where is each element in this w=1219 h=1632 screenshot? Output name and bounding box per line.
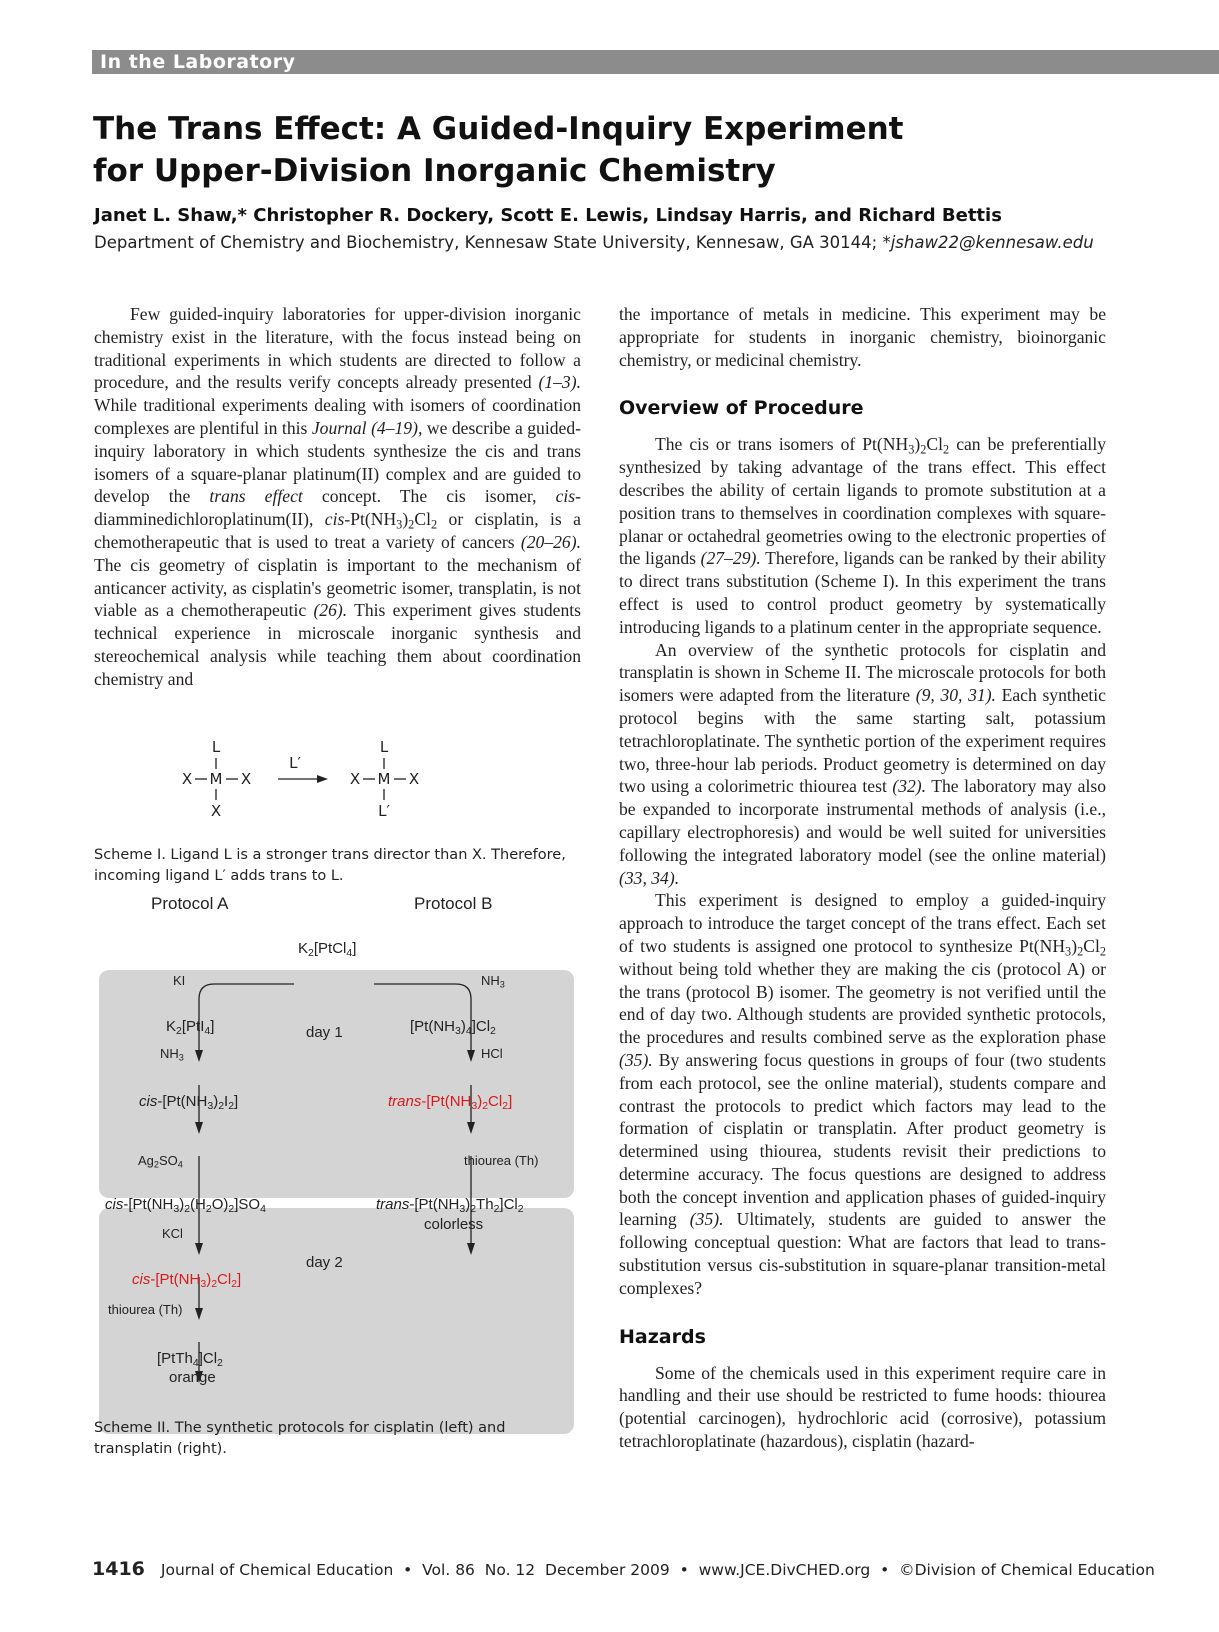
- svg-text:L: L: [379, 738, 389, 756]
- affiliation-text: Department of Chemistry and Biochemistry, Kennesaw State University, Kennesaw, GA 30144; *: [94, 233, 891, 252]
- citation[interactable]: (33, 34).: [619, 867, 680, 888]
- starting-salt: $K_2[PtCl_4]$: [298, 940, 357, 960]
- section-header-bar: [92, 50, 1219, 74]
- tetraammine-chloride: $[Pt(NH_3)_4]Cl_2$: [410, 1018, 496, 1038]
- metal-M: M: [209, 770, 223, 788]
- citation[interactable]: (20–26).: [520, 531, 581, 552]
- scheme-2-caption: Scheme II. The synthetic protocols for cisplatin (left) and transplatin (right).: [94, 1420, 506, 1457]
- affiliation: [94, 233, 1094, 252]
- reagent-NH3-a: $NH_3$: [160, 1046, 184, 1063]
- cis-diaqua-complex: cis-$[Pt(NH_3)_2(H_2O)_2]SO_4$: [105, 1196, 266, 1216]
- protocol-a-heading: Protocol A: [151, 894, 229, 913]
- protocol-b-heading: Protocol B: [414, 894, 493, 913]
- svg-text:X: X: [349, 770, 361, 788]
- reagent-thiourea-a: thiourea (Th): [108, 1302, 183, 1317]
- reaction-arrow: [317, 775, 328, 783]
- citation[interactable]: (1–3).: [538, 372, 581, 393]
- day1-label: day 1: [306, 1024, 343, 1041]
- reagent-thiourea-b: thiourea (Th): [464, 1153, 539, 1168]
- cis-diiodo-complex: cis-$[Pt(NH_3)_2I_2]$: [139, 1093, 239, 1113]
- citation[interactable]: (27–29).: [700, 548, 761, 569]
- trans-thiourea-complex: trans-$[Pt(NH_3)_2Th_2]Cl_2$: [376, 1196, 524, 1216]
- reagent-Ag2SO4: $Ag_2SO_4$: [138, 1153, 183, 1170]
- article-title: [93, 108, 993, 192]
- reagent-KI: KI: [173, 973, 186, 988]
- day2-panel: [99, 1208, 574, 1434]
- journal-info: Journal of Chemical Education • Vol. 86 No. 12 December 2009 • www.JCE.DivCHED.org • ©Division of Chemical Education: [160, 1561, 1155, 1579]
- heading-hazards: Hazards: [619, 1325, 706, 1348]
- journal-ref: Journal: [311, 417, 367, 438]
- scheme-2-diagram: [94, 894, 584, 1448]
- citation[interactable]: (9, 30, 31).: [915, 685, 996, 706]
- column-right: [619, 303, 1106, 1453]
- page-footer: [92, 1558, 1155, 1580]
- reagent-NH3-b: $NH_3$: [481, 973, 505, 990]
- title-line-2: for Upper-Division Inorganic Chemistry: [93, 153, 776, 189]
- ligand-L-top: L: [211, 738, 221, 756]
- author-list: Janet L. Shaw,* Christopher R. Dockery, Scott E. Lewis, Lindsay Harris, and Richard Bettis: [94, 205, 1002, 226]
- intro-paragraph: Few guided-inquiry laboratories for upper-division inorganic chemistry exist in the literature, with the focus instead being on traditional experiments in which students are directed to follow a procedure, and the results verify concepts already presented (1–3). While traditional experiments dealing with isomers of coordination complexes are plentiful in this Journal (4–19), we describe a guided-inquiry laboratory in which students synthesize the cis and trans isomers of a square-planar platinum(II) complex and are guided to develop the trans effect concept. The cis isomer, cis-diamminedichloroplatinum(II), cis-$Pt(NH_3)_2Cl_2$ or cisplatin, is a chemotherapeutic that is used to treat a variety of cancers (20–26). The cis geometry of cisplatin is important to the mechanism of anticancer activity, as cisplatin's geometric isomer, transplatin, is not viable as a chemotherapeutic (26). This experiment gives students technical experience in microscale inorganic synthesis and stereochemical analysis while teaching them about coordination chemistry and: [94, 304, 581, 689]
- citation[interactable]: (4–19),: [371, 417, 423, 438]
- day2-label: day 2: [306, 1254, 343, 1271]
- citation[interactable]: (32).: [892, 776, 927, 797]
- PtTh4Cl2-product: $[PtTh_4]Cl_2$: [157, 1350, 223, 1370]
- colorless-result: colorless: [424, 1216, 484, 1233]
- svg-text:M: M: [377, 770, 391, 788]
- author-email[interactable]: jshaw22@kennesaw.edu: [890, 233, 1094, 252]
- overview-paragraph-3: This experiment is designed to employ a guided-inquiry approach to introduce the target concept of the trans effect. Each set of two students is assigned one protocol to synthesize $Pt(NH_3)_2Cl_2$ without being told whether they are making the cis (protocol A) or the trans (protocol B) isomer. The geometry is not verified until the end of day two. Although students are provided synthetic protocols, the procedures and results combined serve as the exploration phase (35). By answering focus questions in groups of four (two students from each protocol, see the online material), students compare and contrast the protocols to predict which factors may lead to the formation of cisplatin or transplatin. After product geometry is determined using thiourea, students revisit their predictions to determine accuracy. The focus questions are designed to address both the concept invention and application phases of guided-inquiry learning (35). Ultimately, students are guided to answer the following conceptual question: What are factors that lead to trans-substitution versus cis-substitution in square-planar transition-metal complexes?: [619, 890, 1106, 1298]
- section-label: In the Laboratory: [100, 51, 296, 73]
- scheme-1-caption: Scheme I. Ligand L is a stronger trans director than X. Therefore, incoming ligand L′ adds trans to L.: [94, 847, 566, 884]
- overview-paragraph-2: An overview of the synthetic protocols for cisplatin and transplatin is shown in Scheme II. The microscale protocols for both isomers were adapted from the literature (9, 30, 31). Each synthetic protocol begins with the same starting salt, potassium tetrachloroplatinate. The synthetic portion of the experiment requires two, three-hour lab periods. Product geometry is determined on day two using a colorimetric thiourea test (32). The laboratory may also be expanded to incorporate instrumental methods of analysis (i.e., capillary electrophoresis) and would be well suited for universities following the integrated laboratory model (see the online material) (33, 34).: [619, 639, 1107, 888]
- intro-continuation: the importance of metals in medicine. This experiment may be appropriate for students in inorganic chemistry, bioinorganic chemistry, or medicinal chemistry.: [619, 304, 1106, 370]
- ligand-X-bottom: X: [210, 802, 222, 820]
- citation[interactable]: (35).: [689, 1209, 724, 1230]
- title-line-1: The Trans Effect: A Guided-Inquiry Experiment: [93, 111, 904, 147]
- heading-overview: Overview of Procedure: [619, 397, 864, 420]
- incoming-ligand-Lprime: L′: [289, 754, 301, 772]
- citation[interactable]: (26).: [313, 600, 348, 621]
- overview-paragraph-1: The cis or trans isomers of $Pt(NH_3)_2Cl_2$ can be preferentially synthesized by taking advantage of the trans effect. This effect describes the ability of certain ligands to promote substitution at a position trans to themselves in coordination complexes with square-planar or octahedral geometries owing to the electronic properties of the ligands (27–29). Therefore, ligands can be ranked by their ability to direct trans substitution (Scheme I). In this experiment the trans effect is used to control product geometry by systematically introducing ligands to a platinum center in the appropriate sequence.: [619, 434, 1107, 637]
- orange-result: orange: [169, 1369, 216, 1386]
- product-ligand-Lprime: L′: [378, 802, 390, 820]
- column-left: [94, 303, 581, 691]
- transplatin-product: trans-$[Pt(NH_3)_2Cl_2]$: [388, 1093, 513, 1113]
- reagent-HCl: HCl: [481, 1046, 503, 1061]
- page-number: 1416: [92, 1558, 145, 1580]
- hazards-paragraph: Some of the chemicals used in this experiment require care in handling and their use should be restricted to fume hoods: thiourea (potential carcinogen), hydrochloric acid (corrosive), potassium tetrachloroplatinate (hazardous), cisplatin (hazard-: [619, 1362, 1106, 1452]
- K2PtI4: $K_2[PtI_4]$: [166, 1018, 215, 1038]
- ligand-X-left: X: [181, 770, 193, 788]
- citation[interactable]: (35).: [619, 1049, 653, 1070]
- reagent-KCl: KCl: [162, 1226, 183, 1241]
- svg-text:X: X: [408, 770, 420, 788]
- cisplatin-product: cis-$[Pt(NH_3)_2Cl_2]$: [132, 1271, 242, 1291]
- scheme-1-diagram: [180, 738, 460, 838]
- ligand-X-right: X: [240, 770, 252, 788]
